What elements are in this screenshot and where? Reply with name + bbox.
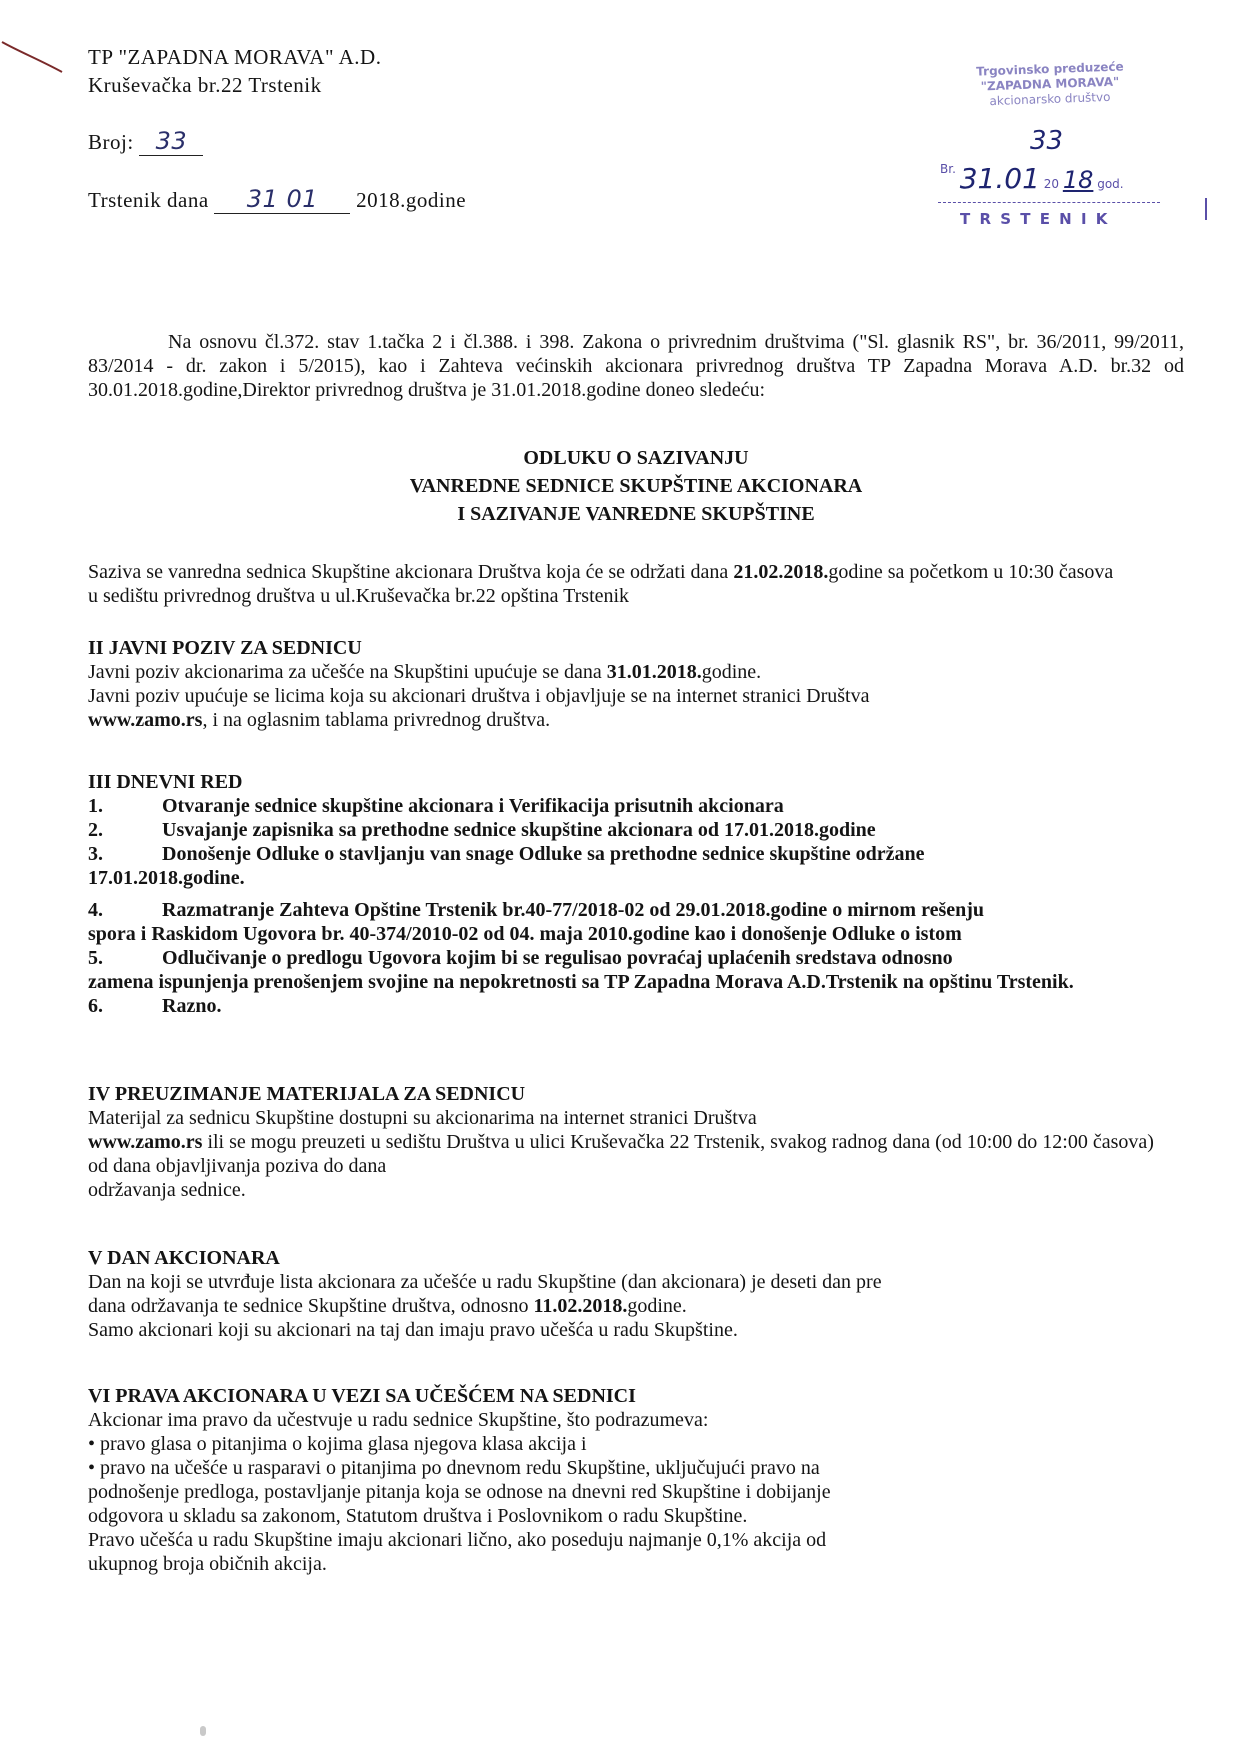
stamp-date-row [940,162,1165,195]
agenda-item-text: Otvaranje sednice skupštine akcionara i Verifikacija prisutnih akcionara [162,795,784,817]
stamp-date: 31.01 [959,162,1040,195]
company-name: TP "ZAPADNA MORAVA" A.D. [88,45,382,69]
convening-text-b: godine sa početkom u 10:30 časova u sedištu privrednog društva u ul.Kruševačka br.22 opština Trstenik [88,561,1114,607]
public-call-line1-text: Javni poziv akcionarima za učešće na Skupštini upućuje se dana [88,661,607,683]
rights-bullet2-line3: odgovora u skladu sa zakonom, Statutom društva i Poslovnikom o radu Skupštine. [88,1505,748,1527]
shareholder-day-date: 11.02.2018. [533,1295,628,1317]
rights-last-line1: Pravo učešća u radu Skupštine imaju akcionari lično, ako poseduju najmanje 0,1% akcija od [88,1529,827,1551]
agenda-heading: III DNEVNI RED [88,771,243,793]
agenda-item-continuation: spora i Raskidom Ugovora br. 40-374/2010-02 od 04. maja 2010.godine kao i donošenje Odluke o istom [88,923,962,945]
stamp-rule [938,202,1160,203]
document-title [88,444,1184,528]
stamp-number: 33 [1030,126,1064,156]
stamp-year-suffix: god. [1097,177,1124,191]
scan-artifact [200,1726,206,1736]
broj-line [88,128,203,156]
agenda-item [88,842,1188,866]
rights-bullet1: • pravo glasa o pitanjima o kojima glasa njegova klasa akcija i [88,1433,587,1455]
shareholder-day-line2-end: godine. [627,1295,687,1317]
shareholder-day-line2 [88,1294,1188,1318]
public-call-date: 31.01.2018. [606,661,702,683]
convening-date: 21.02.2018. [733,561,829,583]
stamp-year-label: 20 [1043,177,1059,191]
materials-heading: IV PREUZIMANJE MATERIJALA ZA SEDNICU [88,1083,526,1105]
pen-stroke-mark [0,30,70,80]
company-address: Kruševačka br.22 Trstenik [88,73,322,97]
agenda-item-continuation: 17.01.2018.godine. [88,867,245,889]
agenda-item [88,994,1188,1018]
materials-line1: Materijal za sednicu Skupštine dostupni su akcionarima na internet stranici Društva [88,1107,757,1129]
rights-heading: VI PRAVA AKCIONARA U VEZI SA UČEŠĆEM NA SEDNICI [88,1385,636,1407]
materials-line2-text: ili se mogu preuzeti u sedištu Društva u ulici Kruševačka 22 Trstenik, svakog radnog dana (od 10:00 do 12:00 časova) od dana objavljivanja poziva do dana [88,1131,1154,1177]
agenda-item-number: 6. [88,995,103,1017]
title-line3: I SAZIVANJE VANREDNE SKUPŠTINE [457,503,815,525]
section-convening [88,560,1118,608]
stamp-line1: Trgovinsko preduzeće [976,59,1124,79]
stamp-edge-mark [1205,198,1207,220]
date-value: 31 01 [214,186,350,214]
public-call-line3-text: , i na oglasnim tablama privrednog društva. [202,709,551,731]
agenda-item-number: 1. [88,795,103,817]
shareholder-day-line1: Dan na koji se utvrđuje lista akcionara za učešće u radu Skupštine (dan akcionara) je deseti dan pre [88,1271,882,1293]
agenda-item-number: 5. [88,947,103,969]
registration-stamp [920,59,1180,252]
agenda-item-text: Donošenje Odluke o stavljanju van snage Odluke sa prethodne sednice skupštine održane [162,843,925,865]
shareholder-day-heading: V DAN AKCIONARA [88,1247,280,1269]
agenda-item-continuation: zamena ispunjenja prenošenjem svojine na nepokretnosti sa TP Zapadna Morava A.D.Trstenik na opštinu Trstenik. [88,971,1074,993]
agenda-item [88,946,1188,970]
stamp-date-prefix: Br. [940,162,956,176]
stamp-line2: "ZAPADNA MORAVA" [980,74,1120,94]
agenda-item [88,898,1188,922]
stamp-city: T R S T E N I K [960,210,1110,228]
title-line1: ODLUKU O SAZIVANJU [523,447,749,469]
broj-label: Broj: [88,130,134,154]
stamp-line3: akcionarsko društvo [989,89,1111,109]
agenda-item-text: Razno. [162,995,222,1017]
agenda-item-text: Odlučivanje o predlogu Ugovora kojim bi se regulisao povraćaj uplaćenih sredstava odnosno [162,947,953,969]
materials-line3: održavanja sednice. [88,1179,246,1201]
date-prefix: Trstenik dana [88,188,209,212]
public-call-line2: Javni poziv upućuje se licima koja su akcionari društva i objavljuje se na internet stranici Društva [88,685,870,707]
rights-bullet2-line1: • pravo na učešće u rasparavi o pitanjima po dnevnom redu Skupštine, uključujući pravo na [88,1457,820,1479]
section-rights [88,1384,1188,1576]
agenda-item-text: Usvajanje zapisnika sa prethodne sednice skupštine akcionara od 17.01.2018.godine [162,819,876,841]
shareholder-day-line3: Samo akcionari koji su akcionari na taj dan imaju pravo učešća u radu Skupštine. [88,1319,738,1341]
stamp-year: 18 [1062,166,1094,194]
intro-paragraph: Na osnovu čl.372. stav 1.tačka 2 i čl.388. i 398. Zakona o privrednim društvima ("Sl. glasnik RS", br. 36/2011, 99/2011, 83/2014 - dr. zakon i 5/2015), kao i Zahteva većinskih akcionara privrednog društva TP Zapadna Morava A.D. br.32 od 30.01.2018.godine,Direktor privrednog društva je 31.01.2018.godine doneo sledeću: [88,331,1184,401]
public-call-line1 [88,660,1188,684]
rights-last-line2: ukupnog broja običnih akcija. [88,1553,327,1575]
agenda-item-number: 4. [88,899,103,921]
agenda-item-number: 2. [88,819,103,841]
agenda-item [88,794,1188,818]
date-suffix: 2018.godine [356,188,467,212]
section-shareholder-day [88,1246,1188,1342]
shareholder-day-line2-text: dana održavanja te sednice Skupštine društva, odnosno [88,1295,534,1317]
agenda-item [88,818,1188,842]
section-materials [88,1082,1168,1202]
broj-value: 33 [139,128,203,156]
public-call-line3 [88,708,1188,732]
rights-bullet2-line2: podnošenje predloga, postavljanje pitanja koja se odnose na dnevni red Skupštine i dobijanje [88,1481,831,1503]
public-call-line1-end: godine. [701,661,762,683]
agenda-item-number: 3. [88,843,103,865]
section-agenda [88,770,1188,1018]
convening-text-a: Saziva se vanredna sednica Skupštine akcionara Društva koja će se održati dana [88,561,734,583]
rights-line1: Akcionar ima pravo da učestvuje u radu sednice Skupštine, što podrazumeva: [88,1409,709,1431]
agenda-item-text: Razmatranje Zahteva Opštine Trstenik br.40-77/2018-02 od 29.01.2018.godine o mirnom rešenju [162,899,985,921]
materials-line2 [88,1130,1168,1178]
public-call-website: www.zamo.rs [88,709,203,731]
date-line [88,186,466,214]
title-line2: VANREDNE SEDNICE SKUPŠTINE AKCIONARA [409,475,863,497]
section-public-call [88,636,1188,732]
materials-website: www.zamo.rs [88,1131,203,1153]
public-call-heading: II JAVNI POZIV ZA SEDNICU [88,637,362,659]
